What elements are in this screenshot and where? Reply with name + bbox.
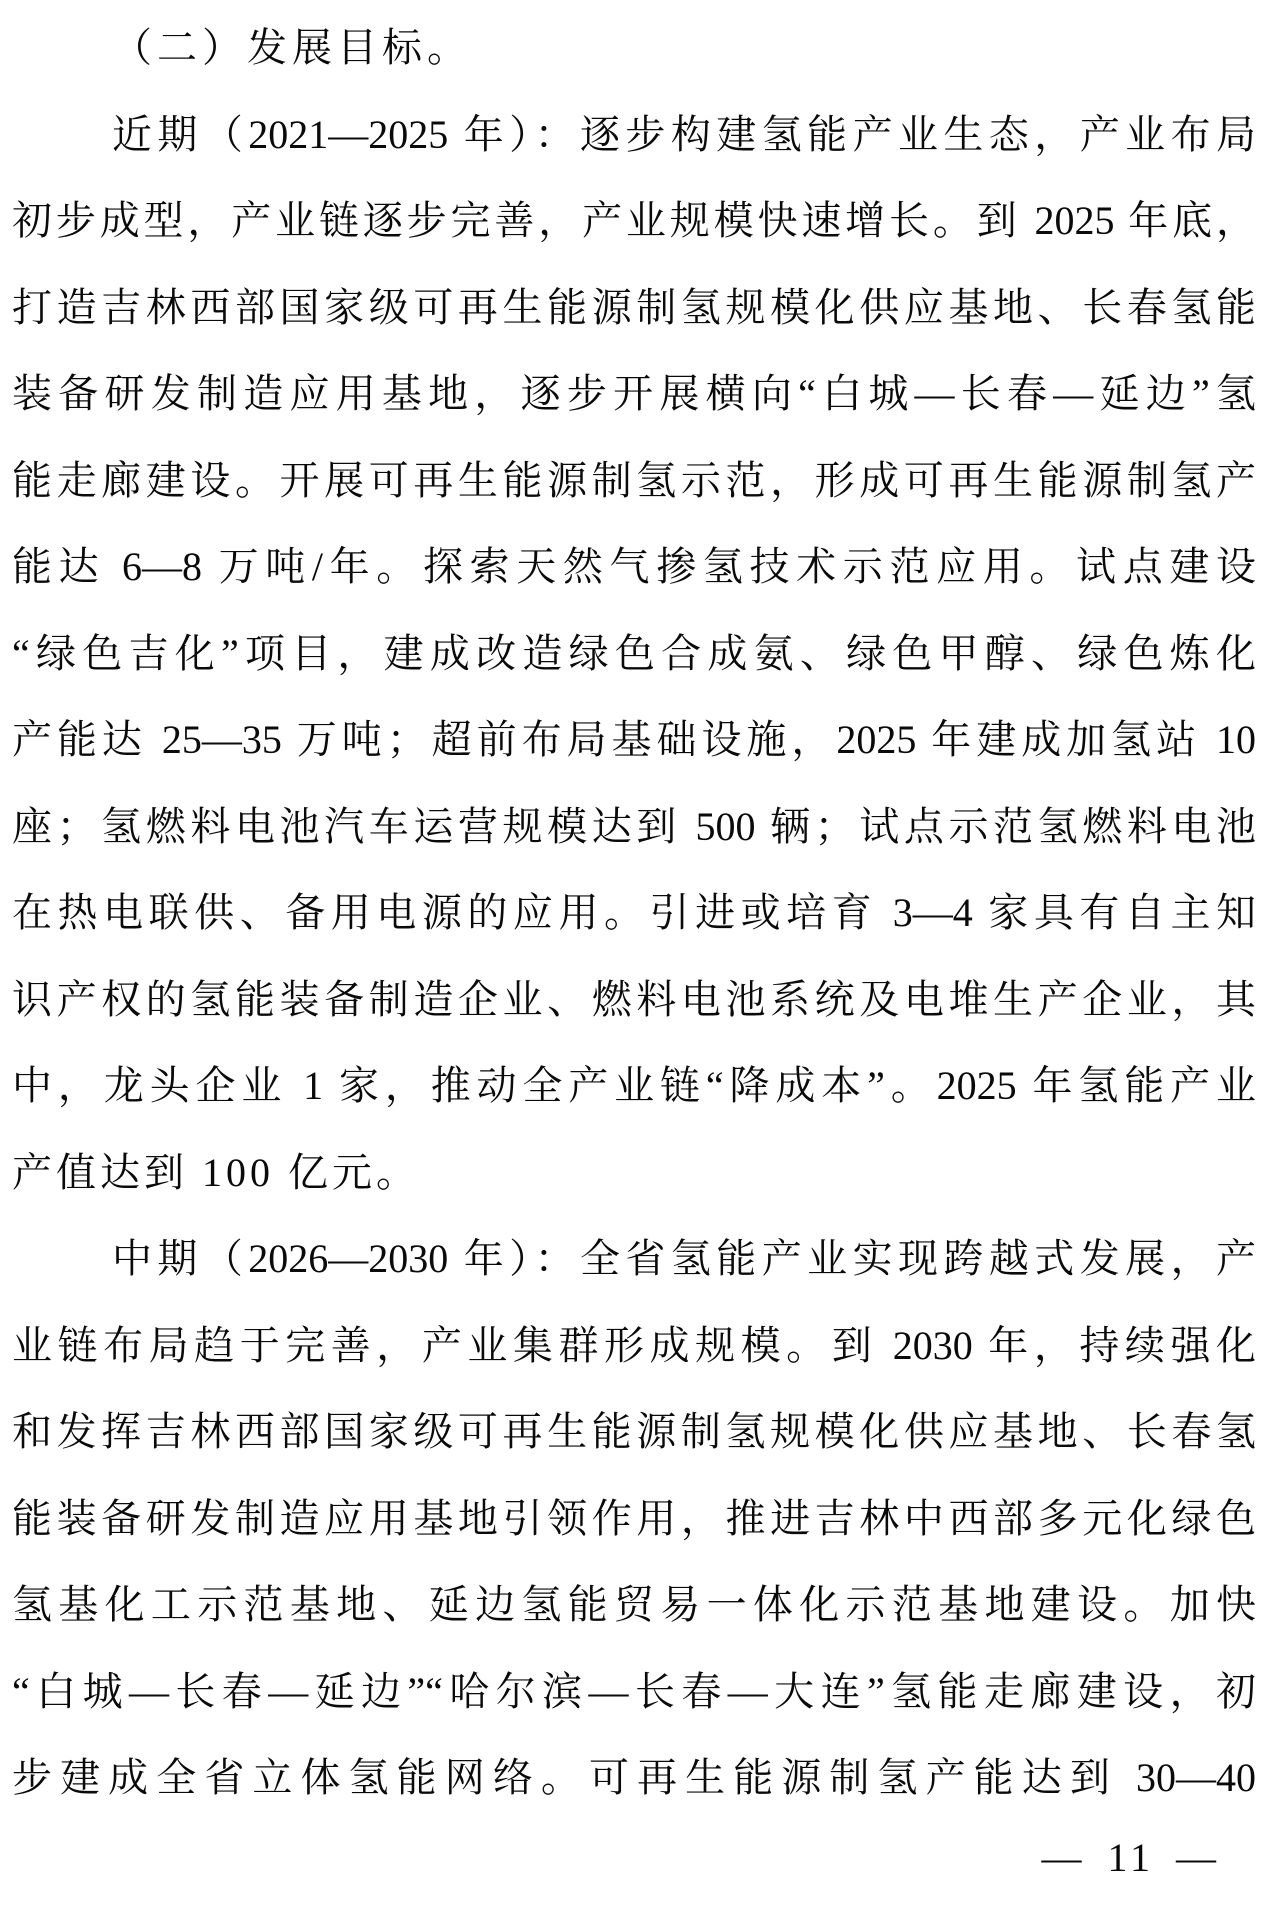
page-number: — 11 — xyxy=(1041,1835,1220,1880)
body-line: 能装备研发制造应用基地引领作用，推进吉林中西部多元化绿色 xyxy=(12,1495,1256,1541)
body-line: 中，龙头企业 1 家，推动全产业链“降成本”。2025 年氢能产业 xyxy=(12,1063,1256,1108)
body-line: 能达 6—8 万吨/年。探索天然气掺氢技术示范应用。试点建设 xyxy=(12,544,1256,589)
body-line: 能走廊建设。开展可再生能源制氢示范，形成可再生能源制氢产 xyxy=(12,457,1256,503)
body-line: 业链布局趋于完善，产业集群形成规模。到 2030 年，持续强化 xyxy=(12,1322,1256,1368)
body-line: “绿色吉化”项目，建成改造绿色合成氨、绿色甲醇、绿色炼化 xyxy=(12,630,1256,676)
body-line: 初步成型，产业链逐步完善，产业规模快速增长。到 2025 年底， xyxy=(12,198,1256,243)
body-line: 识产权的氢能装备制造企业、燃料电池系统及电堆生产企业，其 xyxy=(12,976,1256,1022)
body-line: “白城—长春—延边”“哈尔滨—长春—大连”氢能走廊建设，初 xyxy=(12,1668,1256,1714)
body-line: 中期（2026—2030 年）：全省氢能产业实现跨越式发展，产 xyxy=(112,1236,1256,1281)
body-line: 产能达 25—35 万吨；超前布局基础设施，2025 年建成加氢站 10 xyxy=(12,717,1256,762)
body-line: 打造吉林西部国家级可再生能源制氢规模化供应基地、长春氢能 xyxy=(12,284,1256,330)
body-line: 和发挥吉林西部国家级可再生能源制氢规模化供应基地、长春氢 xyxy=(12,1409,1256,1454)
section-heading: （二）发展目标。 xyxy=(112,25,472,70)
body-line: 产值达到 100 亿元。 xyxy=(12,1149,420,1195)
body-line: 氢基化工示范基地、延边氢能贸易一体化示范基地建设。加快 xyxy=(12,1582,1256,1627)
body-line: 座；氢燃料电池汽车运营规模达到 500 辆；试点示范氢燃料电池 xyxy=(12,803,1256,849)
body-line: 装备研发制造应用基地，逐步开展横向“白城—长春—延边”氢 xyxy=(12,371,1256,416)
body-line: 近期（2021—2025 年）：逐步构建氢能产业生态，产业布局 xyxy=(112,111,1256,157)
body-line: 在热电联供、备用电源的应用。引进或培育 3—4 家具有自主知 xyxy=(12,890,1256,935)
body-line: 步建成全省立体氢能网络。可再生能源制氢产能达到 30—40 xyxy=(12,1755,1256,1800)
text-column xyxy=(12,5,1256,1822)
